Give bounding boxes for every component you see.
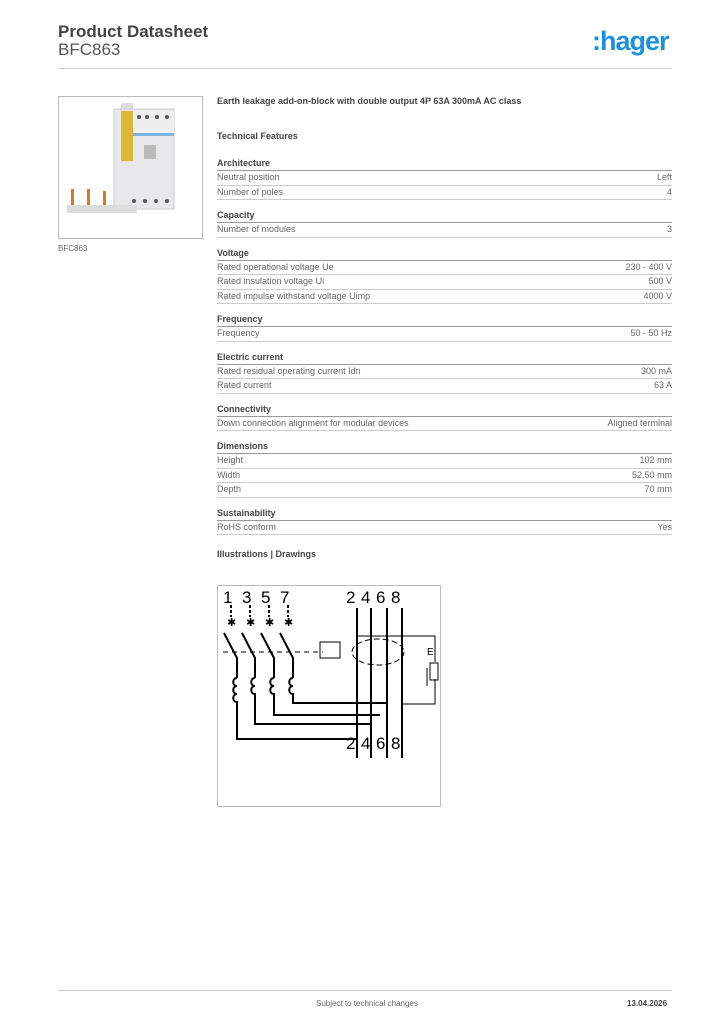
- svg-text:✱: ✱: [227, 617, 237, 629]
- spec-row: [217, 379, 672, 394]
- illustrations-heading: Illustrations | Drawings: [217, 549, 317, 559]
- spec-value: 50 - 50 Hz: [630, 328, 672, 338]
- spec-row: [217, 469, 672, 484]
- hager-logo: :hager: [592, 26, 669, 56]
- terminal-label: 8: [391, 734, 401, 753]
- spec-row: [217, 275, 672, 290]
- spec-value: 70 mm: [644, 484, 672, 494]
- spec-value: 300 mA: [640, 365, 672, 376]
- section-title: Sustainability: [217, 508, 672, 521]
- spec-sections: [217, 158, 672, 535]
- section-title: Connectivity: [217, 404, 672, 417]
- footer-divider: [58, 990, 672, 991]
- spec-section: [217, 314, 672, 342]
- section-title: Electric current: [217, 352, 672, 365]
- spec-label: Depth: [217, 484, 242, 494]
- spec-section: [217, 441, 672, 498]
- spec-value: 500 V: [648, 276, 672, 286]
- spec-section: [217, 352, 672, 394]
- spec-label: RoHS conform: [217, 521, 277, 532]
- svg-text:✱: ✱: [284, 617, 294, 629]
- spec-section: [217, 248, 672, 305]
- spec-section: [217, 508, 672, 536]
- spec-label: Rated residual operating current Idn: [217, 365, 361, 376]
- spec-row: [217, 261, 672, 276]
- spec-label: Frequency: [217, 328, 260, 338]
- section-title: Capacity: [217, 210, 672, 223]
- spec-label: Rated operational voltage Ue: [217, 261, 334, 272]
- header-divider: [58, 68, 672, 69]
- spec-row: [217, 521, 672, 536]
- spec-value: Aligned terminal: [607, 417, 672, 428]
- spec-row: [217, 186, 672, 201]
- spec-value: Left: [656, 172, 672, 182]
- spec-label: Height: [217, 455, 244, 465]
- spec-section: [217, 404, 672, 432]
- footer-date: 13.04.2026: [627, 999, 668, 1008]
- terminal-label: 6: [376, 588, 386, 607]
- spec-section: [217, 210, 672, 238]
- section-title: Frequency: [217, 314, 672, 327]
- terminal-label: 4: [361, 588, 371, 607]
- spec-value: 4000 V: [643, 290, 672, 301]
- spec-value: 102 mm: [639, 455, 672, 465]
- product-image-caption: BFC863: [58, 244, 88, 253]
- terminal-label: 2: [346, 734, 356, 753]
- spec-label: Down connection alignment for modular devices: [217, 417, 409, 428]
- spec-value: 3: [666, 224, 672, 234]
- svg-text:✱: ✱: [246, 617, 256, 629]
- spec-label: Neutral position: [217, 172, 280, 182]
- terminal-label: 8: [391, 588, 401, 607]
- spec-value: 52.50 mm: [631, 469, 672, 480]
- spec-row: [217, 483, 672, 498]
- wiring-diagram: [217, 585, 441, 807]
- product-code: BFC863: [58, 40, 121, 59]
- spec-value: 230 - 400 V: [625, 261, 672, 272]
- terminal-label: 5: [261, 588, 271, 607]
- svg-text:✱: ✱: [265, 617, 275, 629]
- spec-row: [217, 454, 672, 469]
- spec-row: [217, 417, 672, 432]
- spec-row: [217, 223, 672, 238]
- product-image: [58, 96, 203, 239]
- product-description: Earth leakage add-on-block with double output 4P 63A 300mA AC class: [217, 96, 522, 106]
- spec-label: Rated insulation voltage Ui: [217, 276, 325, 286]
- terminal-label: 2: [346, 588, 356, 607]
- section-title: Dimensions: [217, 441, 672, 454]
- test-label: E: [427, 647, 434, 658]
- spec-label: Rated current: [217, 380, 272, 390]
- spec-value: 4: [666, 186, 672, 197]
- terminal-label: 3: [242, 588, 252, 607]
- footer-note: Subject to technical changes: [316, 999, 418, 1008]
- terminal-label: 4: [361, 734, 371, 753]
- spec-section: [217, 158, 672, 200]
- terminal-label: 1: [223, 588, 233, 607]
- spec-label: Number of modules: [217, 224, 296, 234]
- technical-features-heading: Technical Features: [217, 131, 298, 141]
- section-title: Voltage: [217, 248, 672, 261]
- terminal-label: 6: [376, 734, 386, 753]
- spec-row: [217, 290, 672, 305]
- spec-label: Rated impulse withstand voltage Uimp: [217, 290, 371, 301]
- spec-content: [217, 96, 672, 559]
- spec-row: [217, 327, 672, 342]
- spec-label: Width: [217, 469, 241, 480]
- spec-row: [217, 365, 672, 380]
- page-title: Product Datasheet: [58, 22, 209, 41]
- spec-value: Yes: [657, 521, 672, 532]
- spec-label: Number of poles: [217, 186, 284, 197]
- terminal-label: 7: [280, 588, 290, 607]
- spec-value: 63 A: [653, 380, 672, 390]
- section-title: Architecture: [217, 158, 672, 171]
- spec-row: [217, 171, 672, 186]
